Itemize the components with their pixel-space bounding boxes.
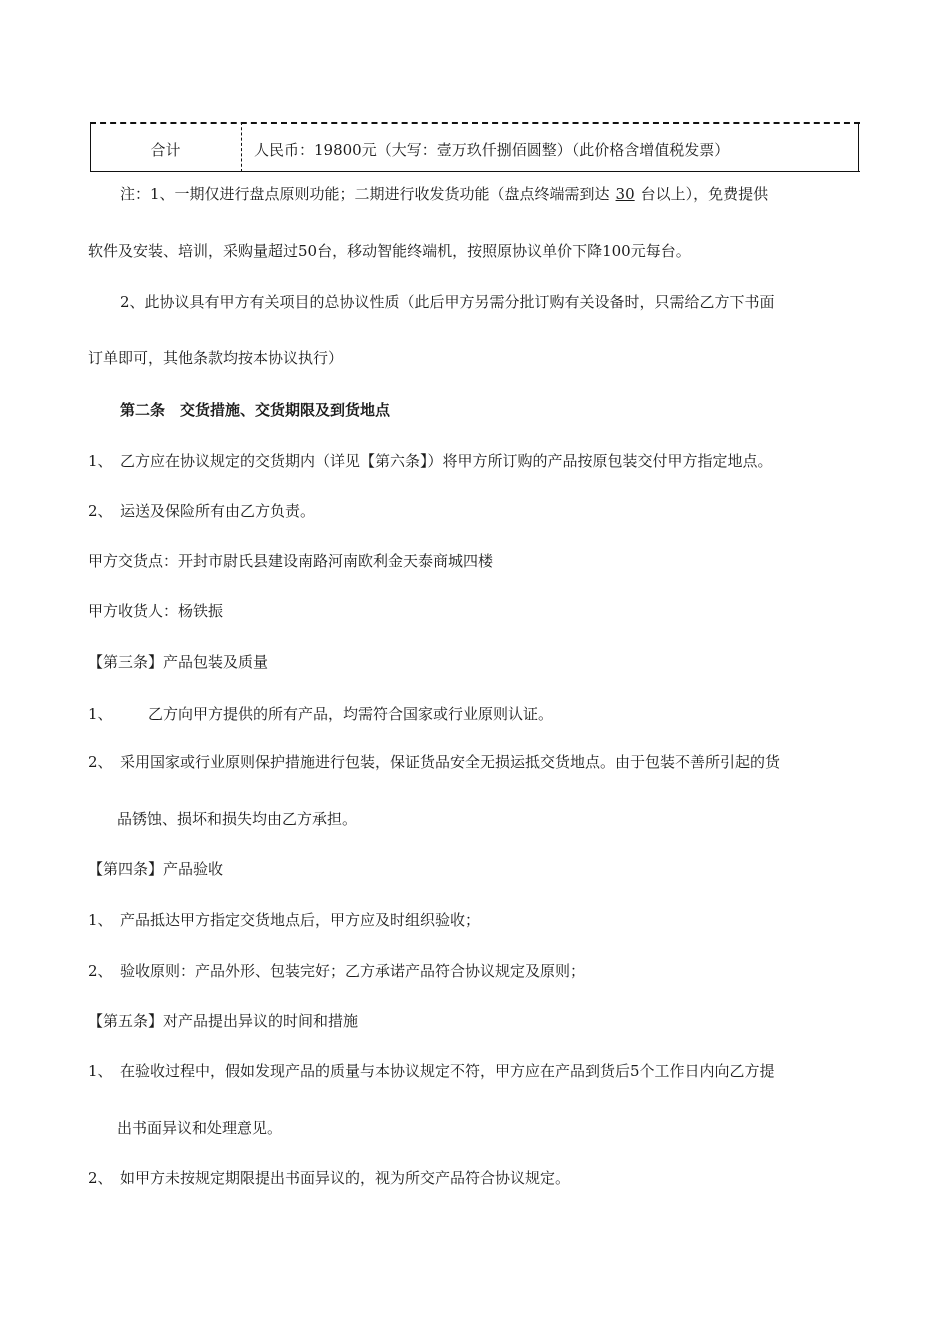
article4-item1-num: 1、 xyxy=(88,911,113,929)
table-right-border xyxy=(858,122,859,172)
note1-suffix: 台以上），免费提供 xyxy=(640,185,769,203)
article4-item1: 产品抵达甲方指定交货地点后，甲方应及时组织验收； xyxy=(120,911,481,929)
article4-item2: 验收原则：产品外形、包装完好；乙方承诺产品符合协议规定及原则； xyxy=(120,962,586,980)
article2-title: 第二条 交货措施、交货期限及到货地点 xyxy=(120,401,391,419)
article2-item1-num: 1、 xyxy=(88,452,113,470)
delivery-receiver: 甲方收货人：杨铁振 xyxy=(88,602,224,620)
table-column-divider xyxy=(241,122,242,172)
article4-item2-num: 2、 xyxy=(88,962,113,980)
note2-line1: 2、此协议具有甲方有关项目的总协议性质（此后甲方另需分批订购有关设备时，只需给乙方下书面 xyxy=(120,293,775,311)
article2-item2: 运送及保险所有由乙方负责。 xyxy=(120,502,316,520)
article5-title: 【第五条】对产品提出异议的时间和措施 xyxy=(88,1012,359,1030)
delivery-address: 甲方交货点：开封市尉氏县建设南路河南欧利金天泰商城四楼 xyxy=(88,552,494,570)
total-table xyxy=(90,122,860,172)
article3-item2-num: 2、 xyxy=(88,753,113,771)
article3-item1: 乙方向甲方提供的所有产品，均需符合国家或行业原则认证。 xyxy=(148,705,554,723)
terminal-count: 30 xyxy=(615,185,635,203)
total-value: 人民币：19800元（大写：壹万玖仟捌佰圆整）（此价格含增值税发票） xyxy=(254,141,730,159)
article2-item2-num: 2、 xyxy=(88,502,113,520)
article5-item1-line2: 出书面异议和处理意见。 xyxy=(117,1119,283,1137)
article3-item2-line2: 品锈蚀、损坏和损失均由乙方承担。 xyxy=(117,810,358,828)
article5-item1-line1: 在验收过程中，假如发现产品的质量与本协议规定不符，甲方应在产品到货后5个工作日内向乙方提 xyxy=(120,1062,775,1080)
article3-item1-num: 1、 xyxy=(88,705,113,723)
article5-item2-num: 2、 xyxy=(88,1169,113,1187)
table-bottom-border xyxy=(90,171,860,172)
note2-line2: 订单即可，其他条款均按本协议执行） xyxy=(88,349,344,367)
note1-prefix: 注：1、一期仅进行盘点原则功能；二期进行收发货功能（盘点终端需到达 xyxy=(120,185,610,203)
article5-item2: 如甲方未按规定期限提出书面异议的，视为所交产品符合协议规定。 xyxy=(120,1169,571,1187)
article3-item2-line1: 采用国家或行业原则保护措施进行包装，保证货品安全无损运抵交货地点。由于包装不善所引起的货 xyxy=(120,753,781,771)
note1-line1 xyxy=(120,183,768,204)
note1-line2: 软件及安装、培训，采购量超过50台，移动智能终端机，按照原协议单价下降100元每台。 xyxy=(88,242,691,260)
article5-item1-num: 1、 xyxy=(88,1062,113,1080)
table-top-border xyxy=(90,122,860,124)
article3-title: 【第三条】产品包装及质量 xyxy=(88,653,269,671)
article2-item1: 乙方应在协议规定的交货期内（详见【第六条】）将甲方所订购的产品按原包装交付甲方指定地点。 xyxy=(120,452,773,470)
article4-title: 【第四条】产品验收 xyxy=(88,860,224,878)
total-label: 合计 xyxy=(150,141,181,159)
